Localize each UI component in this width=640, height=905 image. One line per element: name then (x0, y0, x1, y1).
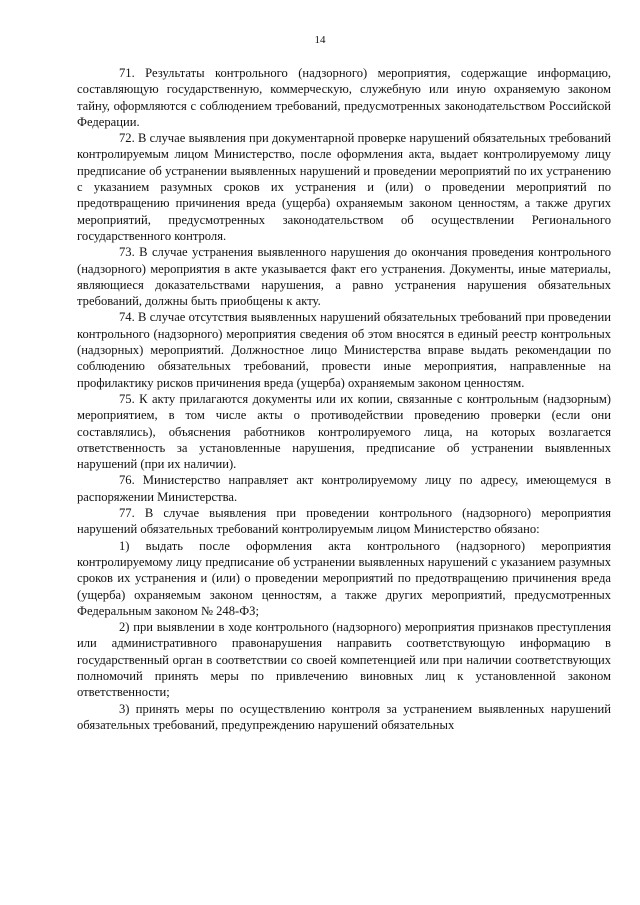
paragraph-71: 71. Результаты контрольного (надзорного) мероприятия, содержащие информацию, составляющую государственную, коммерческую, служебную или иную охраняемую законом тайну, оформляются с соблюдением требований, предусмотренных законодательством Российской Федерации. (77, 66, 611, 129)
paragraph-77-item-3: 3) принять меры по осуществлению контроля за устранением выявленных нарушений обязательных требований, предупреждению нарушений обязательных (77, 701, 611, 732)
paragraph-72: 72. В случае выявления при документарной проверке нарушений обязательных требований контролируемым лицом Министерство, после оформления акта, выдает контролируемому лицу предписание об устранении выявленных нарушений и проведении мероприятий по их устранению с указанием разумных сроков их устранения и (или) о проведении мероприятий по предотвращению причинения вреда (ущерба) охраняемым законом ценностям, а также других мероприятий, предусмотренных законодательством об осуществлении Регионального государственного контроля. (77, 131, 611, 243)
page-number: 14 (314, 34, 326, 46)
paragraph-76: 76. Министерство направляет акт контролируемому лицу по адресу, имеющемуся в распоряжении Министерства. (77, 473, 611, 504)
paragraph-74: 74. В случае отсутствия выявленных нарушений обязательных требований при проведении контрольного (надзорного) мероприятия сведения об этом вносятся в единый реестр контрольных (надзорных) мероприятий. Должностное лицо Министерства вправе выдать рекомендации по соблюдению обязательных требований, провести иные мероприятия, направленные на профилактику рисков причинения вреда (ущерба) охраняемым законом ценностям. (77, 310, 611, 390)
paragraph-75: 75. К акту прилагаются документы или их копии, связанные с контрольным (надзорным) мероприятием, в том числе акты о противодействии проведению проверки (если они составлялись), объяснения работников контролируемого лица, на которых возлагается ответственность за установленные нарушения, предписание об устранении выявленных нарушений (при их наличии). (77, 391, 611, 472)
paragraph-77: 77. В случае выявления при проведении контрольного (надзорного) мероприятия нарушений обязательных требований контролируемым лицом Министерство обязано: (77, 506, 611, 537)
paragraph-77-item-2: 2) при выявлении в ходе контрольного (надзорного) мероприятия признаков преступления или административного правонарушения направить соответствующую информацию в государственный орган в соответствии со своей компетенцией или при наличии соответствующих полномочий принять меры по привлечению виновных лиц к установленной законом ответственности; (77, 620, 611, 700)
paragraph-73: 73. В случае устранения выявленного нарушения до окончания проведения контрольного (надзорного) мероприятия в акте указывается факт его устранения. Документы, иные материалы, являющиеся доказательствами нарушения, а равно устранения нарушения обязательных требований, должны быть приобщены к акту. (77, 245, 611, 309)
paragraph-77-item-1: 1) выдать после оформления акта контрольного (надзорного) мероприятия контролируемому лицу предписание об устранении выявленных нарушений с указанием разумных сроков их устранения и (или) о проведении мероприятий по предотвращению причинения вреда (ущерба) охраняемым законом ценностям, а также других мероприятий, предусмотренных Федеральным законом № 248-ФЗ; (77, 538, 611, 618)
document-body (77, 65, 611, 733)
